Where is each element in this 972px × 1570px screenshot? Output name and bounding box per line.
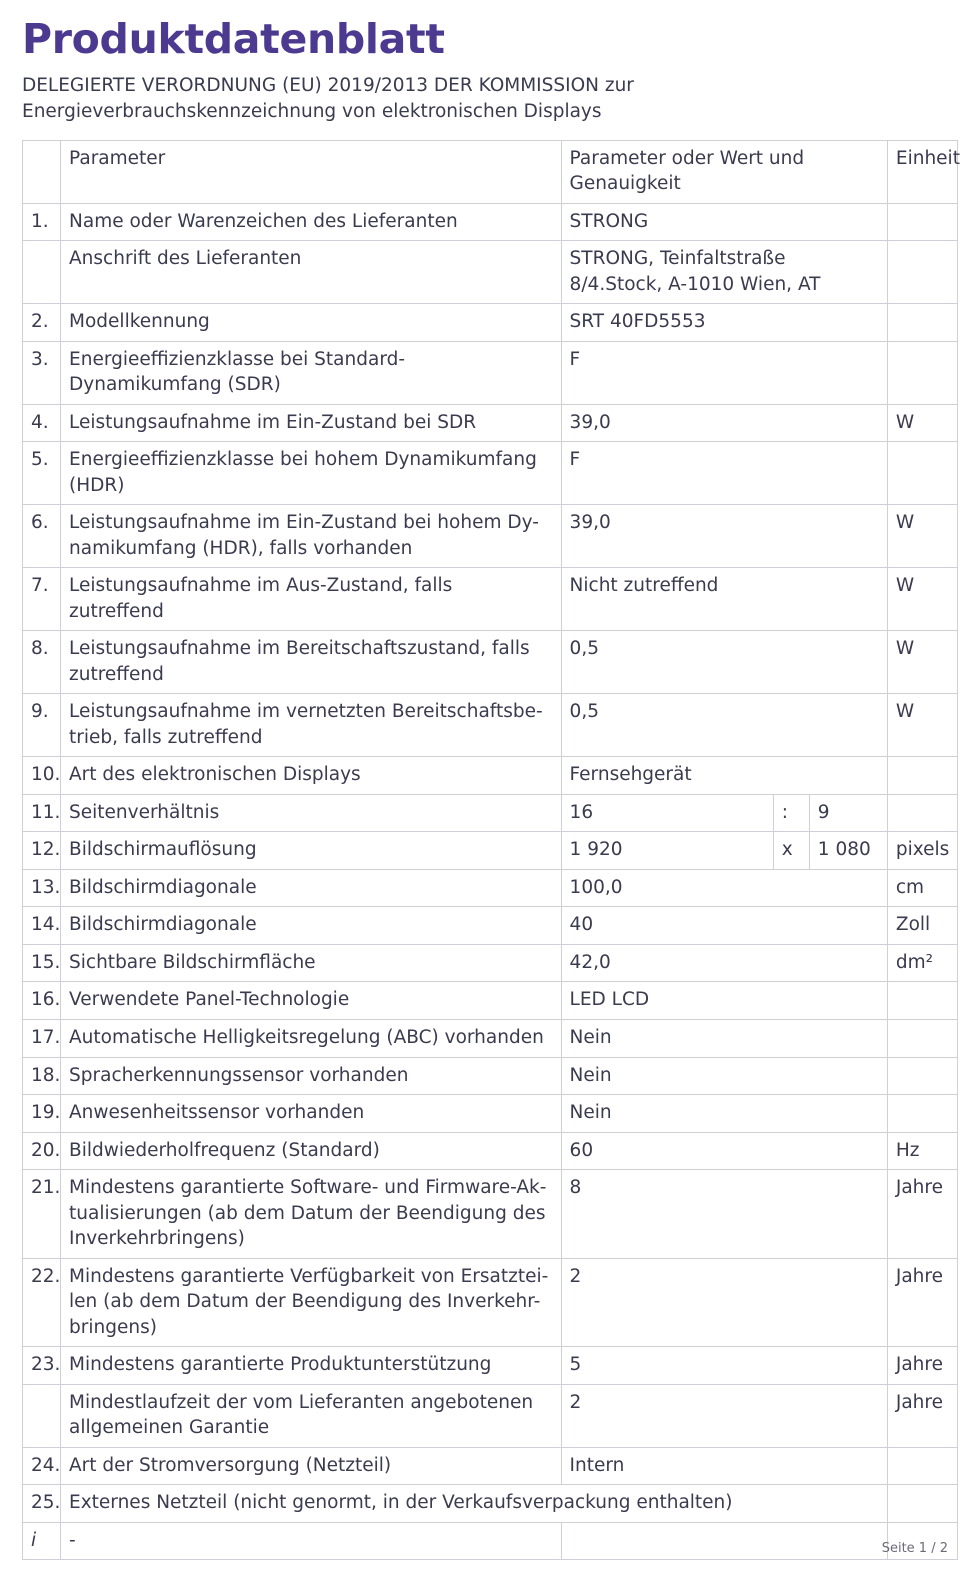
table-row [23,404,958,442]
row-value: LED LCD [561,982,887,1020]
row-parameter: Verwendete Panel-Technologie [61,982,562,1020]
row-parameter: Energieeffizienzklasse bei hohem Dynamikumfang (HDR) [61,442,562,505]
header-cell-value: Parameter oder Wert und Genauigkeit [561,140,887,203]
row-unit: W [887,694,957,757]
row-number: 9. [23,694,61,757]
row-number: 19. [23,1095,61,1133]
row-value: 60 [561,1132,887,1170]
row-number: 20. [23,1132,61,1170]
row-parameter: Sichtbare Bildschirmfläche [61,944,562,982]
row-unit [887,341,957,404]
header-cell-num [23,140,61,203]
table-row [23,568,958,631]
table-row [23,1132,958,1170]
table-row [23,442,958,505]
row-value: 42,0 [561,944,887,982]
table-body [23,203,958,1560]
row-parameter: Leistungsaufnahme im Bereitschaftszustand, falls zutreffend [61,631,562,694]
row-value: 5 [561,1347,887,1385]
table-row [23,1447,958,1485]
row-value-2: 1 080 [809,832,887,870]
row-parameter: Mindestens garantierte Produktunterstützung [61,1347,562,1385]
row-unit [887,442,957,505]
row-parameter: Leistungsaufnahme im Aus-Zustand, falls zutreffend [61,568,562,631]
row-parameter: Name oder Warenzeichen des Lieferanten [61,203,562,241]
row-unit [887,1447,957,1485]
row-value: F [561,341,887,404]
row-parameter: Art der Stromversorgung (Netzteil) [61,1447,562,1485]
row-value-1: 1 920 [561,832,773,870]
row-number: 24. [23,1447,61,1485]
row-unit: cm [887,869,957,907]
table-row [23,631,958,694]
row-number: 22. [23,1258,61,1347]
row-parameter: Leistungsaufnahme im Ein-Zustand bei hohem Dy-namikumfang (HDR), falls vorhanden [61,505,562,568]
table-row [23,1522,958,1560]
row-value: 100,0 [561,869,887,907]
row-unit: Jahre [887,1170,957,1259]
row-number: 8. [23,631,61,694]
table-row [23,757,958,795]
row-value: 2 [561,1258,887,1347]
row-unit: Jahre [887,1258,957,1347]
table-row [23,1485,958,1523]
row-value: 40 [561,907,887,945]
row-unit: W [887,505,957,568]
row-parameter: Bildschirmauflösung [61,832,562,870]
row-unit: W [887,404,957,442]
table-header-row [23,140,958,203]
row-number: 23. [23,1347,61,1385]
row-parameter: Bildwiederholfrequenz (Standard) [61,1132,562,1170]
row-parameter: Modellkennung [61,304,562,342]
row-unit [887,1019,957,1057]
row-value [561,1522,887,1560]
row-unit: dm² [887,944,957,982]
row-unit [887,1095,957,1133]
row-number: 5. [23,442,61,505]
row-number: 25. [23,1485,61,1523]
header-cell-parameter: Parameter [61,140,562,203]
row-value: 39,0 [561,505,887,568]
row-value: 2 [561,1384,887,1447]
table-row [23,794,958,832]
row-unit [887,982,957,1020]
row-value: Nein [561,1019,887,1057]
row-value: 0,5 [561,631,887,694]
header-cell-unit: Einheit [887,140,957,203]
row-number: 4. [23,404,61,442]
table-row [23,944,958,982]
row-parameter: Art des elektronischen Displays [61,757,562,795]
row-unit: W [887,568,957,631]
row-parameter: Anwesenheitssensor vorhanden [61,1095,562,1133]
table-row [23,241,958,304]
row-number: 13. [23,869,61,907]
row-number: 18. [23,1057,61,1095]
table-row [23,907,958,945]
row-unit [887,1057,957,1095]
table-row [23,1258,958,1347]
row-number [23,1384,61,1447]
row-value-1: 16 [561,794,773,832]
product-datasheet-table [22,140,958,1561]
table-row [23,1347,958,1385]
row-value-2: 9 [809,794,887,832]
row-value: STRONG, Teinfaltstraße 8/4.Stock, A-1010 Wien, AT [561,241,887,304]
row-number: 11. [23,794,61,832]
row-parameter: Energieeffizienzklasse bei Standard-Dynamikumfang (SDR) [61,341,562,404]
row-number [23,241,61,304]
row-parameter: Seitenverhältnis [61,794,562,832]
row-value: 8 [561,1170,887,1259]
row-unit [887,304,957,342]
row-value: Nein [561,1057,887,1095]
row-parameter: Leistungsaufnahme im Ein-Zustand bei SDR [61,404,562,442]
row-number: i [23,1522,61,1560]
page-title: Produktdatenblatt [22,15,445,63]
row-unit [887,241,957,304]
page-footer: Seite 1 / 2 [881,1541,948,1557]
row-number: 10. [23,757,61,795]
table-row [23,341,958,404]
row-value: Nicht zutreffend [561,568,887,631]
row-number: 12. [23,832,61,870]
row-parameter: Mindestens garantierte Verfügbarkeit von Ersatztei-len (ab dem Datum der Beendigung des Inverkehr-bringens) [61,1258,562,1347]
row-value-separator: : [773,794,809,832]
row-value: 0,5 [561,694,887,757]
table-row [23,982,958,1020]
row-unit [887,794,957,832]
row-parameter: Leistungsaufnahme im vernetzten Bereitschaftsbe-trieb, falls zutreffend [61,694,562,757]
row-value-separator: x [773,832,809,870]
table-row [23,203,958,241]
row-value: Intern [561,1447,887,1485]
row-value: F [561,442,887,505]
row-value: SRT 40FD5553 [561,304,887,342]
table-row [23,694,958,757]
row-number: 17. [23,1019,61,1057]
row-number: 14. [23,907,61,945]
table-row [23,304,958,342]
row-unit: W [887,631,957,694]
row-value: STRONG [561,203,887,241]
row-number: 3. [23,341,61,404]
row-value: Fernsehgerät [561,757,887,795]
row-unit: Jahre [887,1347,957,1385]
table-row [23,1384,958,1447]
row-number: 1. [23,203,61,241]
row-number: 16. [23,982,61,1020]
row-parameter: - [61,1522,562,1560]
row-value: 39,0 [561,404,887,442]
table-row [23,1095,958,1133]
row-unit: Zoll [887,907,957,945]
row-unit: pixels [887,832,957,870]
table-row [23,1170,958,1259]
row-parameter: Externes Netzteil (nicht genormt, in der Verkaufsverpackung enthalten) [61,1485,888,1523]
table-row [23,832,958,870]
table-row [23,505,958,568]
row-number: 6. [23,505,61,568]
row-parameter: Bildschirmdiagonale [61,869,562,907]
row-parameter: Spracherkennungssensor vorhanden [61,1057,562,1095]
row-parameter: Mindestlaufzeit der vom Lieferanten angebotenen allgemeinen Garantie [61,1384,562,1447]
row-unit [887,203,957,241]
row-parameter: Anschrift des Lieferanten [61,241,562,304]
table-row [23,1057,958,1095]
row-unit [887,1485,957,1523]
row-unit: Hz [887,1132,957,1170]
table-row [23,1019,958,1057]
row-parameter: Automatische Helligkeitsregelung (ABC) vorhanden [61,1019,562,1057]
row-number: 2. [23,304,61,342]
row-parameter: Mindestens garantierte Software- und Firmware-Ak-tualisierungen (ab dem Datum der Beendigung des Inverkehrbringens) [61,1170,562,1259]
row-unit [887,757,957,795]
row-parameter: Bildschirmdiagonale [61,907,562,945]
row-unit: Jahre [887,1384,957,1447]
row-number: 7. [23,568,61,631]
row-value: Nein [561,1095,887,1133]
table-row [23,869,958,907]
row-number: 21. [23,1170,61,1259]
document-subtitle: DELEGIERTE VERORDNUNG (EU) 2019/2013 DER KOMMISSION zur Energieverbrauchskennzeichnung von elektronischen Displays [22,75,634,123]
row-number: 15. [23,944,61,982]
